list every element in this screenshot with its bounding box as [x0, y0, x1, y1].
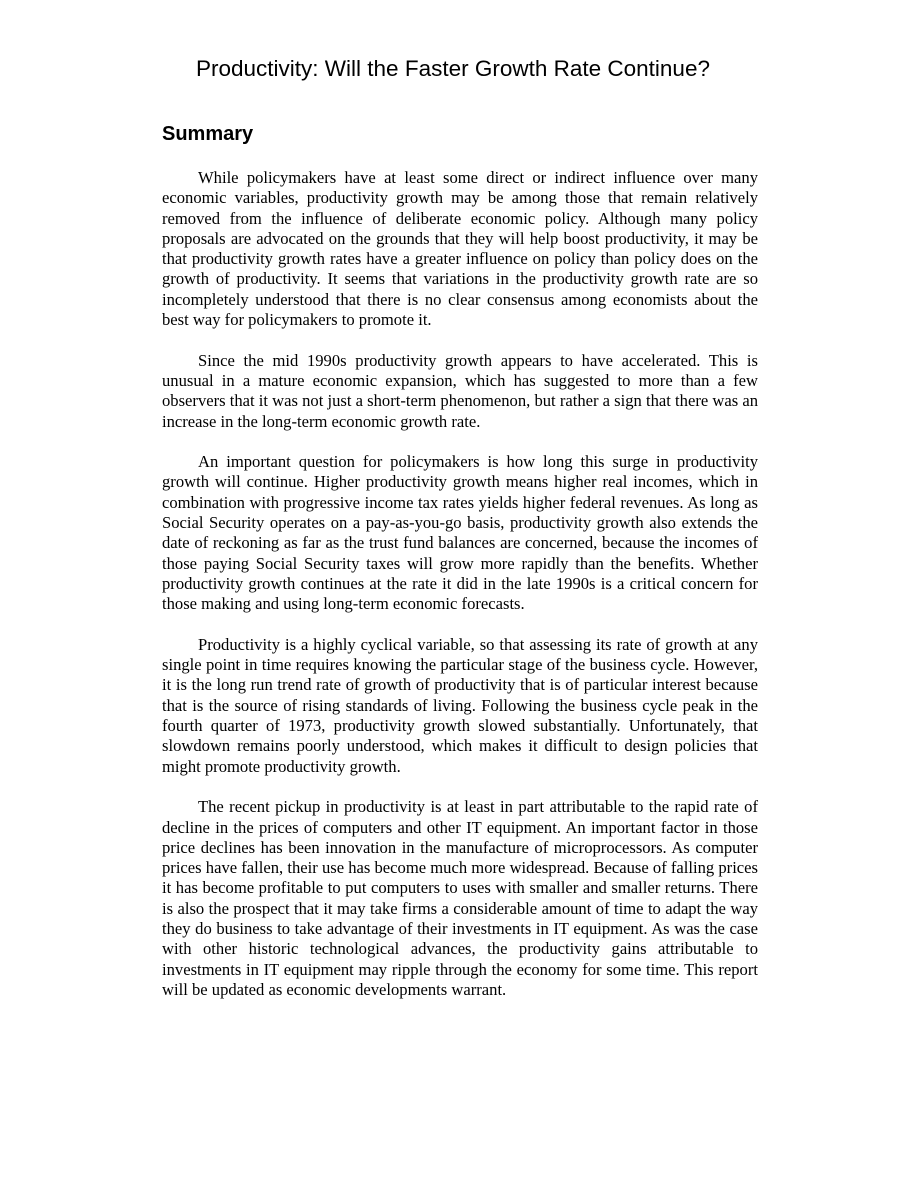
- section-heading-summary: Summary: [162, 123, 254, 145]
- paragraph: While policymakers have at least some direct or indirect influence over many economic variables, productivity growth may be among those that remain relatively removed from the influence of deliberate economic policy. Although many policy proposals are advocated on the grounds that they will help boost productivity, it may be that productivity growth rates have a greater influence on policy than policy does on the growth of productivity. It seems that variations in the productivity growth rate are so incompletely understood that there is no clear consensus among economists about the best way for policymakers to promote it.: [162, 168, 758, 330]
- paragraph: The recent pickup in productivity is at least in part attributable to the rapid rate of decline in the prices of computers and other IT equipment. An important factor in those price declines has been innovation in the manufacture of microprocessors. As computer prices have fallen, their use has become much more widespread. Because of falling prices it has become profitable to put computers to uses with smaller and smaller returns. There is also the prospect that it may take firms a considerable amount of time to adapt the way they do business to take advantage of their investments in IT equipment. As was the case with other historic technological advances, the productivity gains attributable to investments in IT equipment may ripple through the economy for some time. This report will be updated as economic developments warrant.: [162, 797, 758, 999]
- document-title: Productivity: Will the Faster Growth Rate Continue?: [196, 56, 710, 81]
- summary-body: [162, 168, 758, 1020]
- paragraph: Productivity is a highly cyclical variable, so that assessing its rate of growth at any single point in time requires knowing the particular stage of the business cycle. However, it is the long run trend rate of growth of productivity that is of particular interest because that is the source of rising standards of living. Following the business cycle peak in the fourth quarter of 1973, productivity growth slowed substantially. Unfortunately, that slowdown remains poorly understood, which makes it difficult to design policies that might promote productivity growth.: [162, 634, 758, 776]
- paragraph: Since the mid 1990s productivity growth appears to have accelerated. This is unusual in a mature economic expansion, which has suggested to more than a few observers that it was not just a short-term phenomenon, but rather a sign that there was an increase in the long-term economic growth rate.: [162, 350, 758, 431]
- paragraph: An important question for policymakers is how long this surge in productivity growth will continue. Higher productivity growth means higher real incomes, which in combination with progressive income tax rates yields higher federal revenues. As long as Social Security operates on a pay-as-you-go basis, productivity growth also extends the date of reckoning as far as the trust fund balances are concerned, because the incomes of those paying Social Security taxes will grow more rapidly than the benefits. Whether productivity growth continues at the rate it did in the late 1990s is a critical concern for those making and using long-term economic forecasts.: [162, 452, 758, 614]
